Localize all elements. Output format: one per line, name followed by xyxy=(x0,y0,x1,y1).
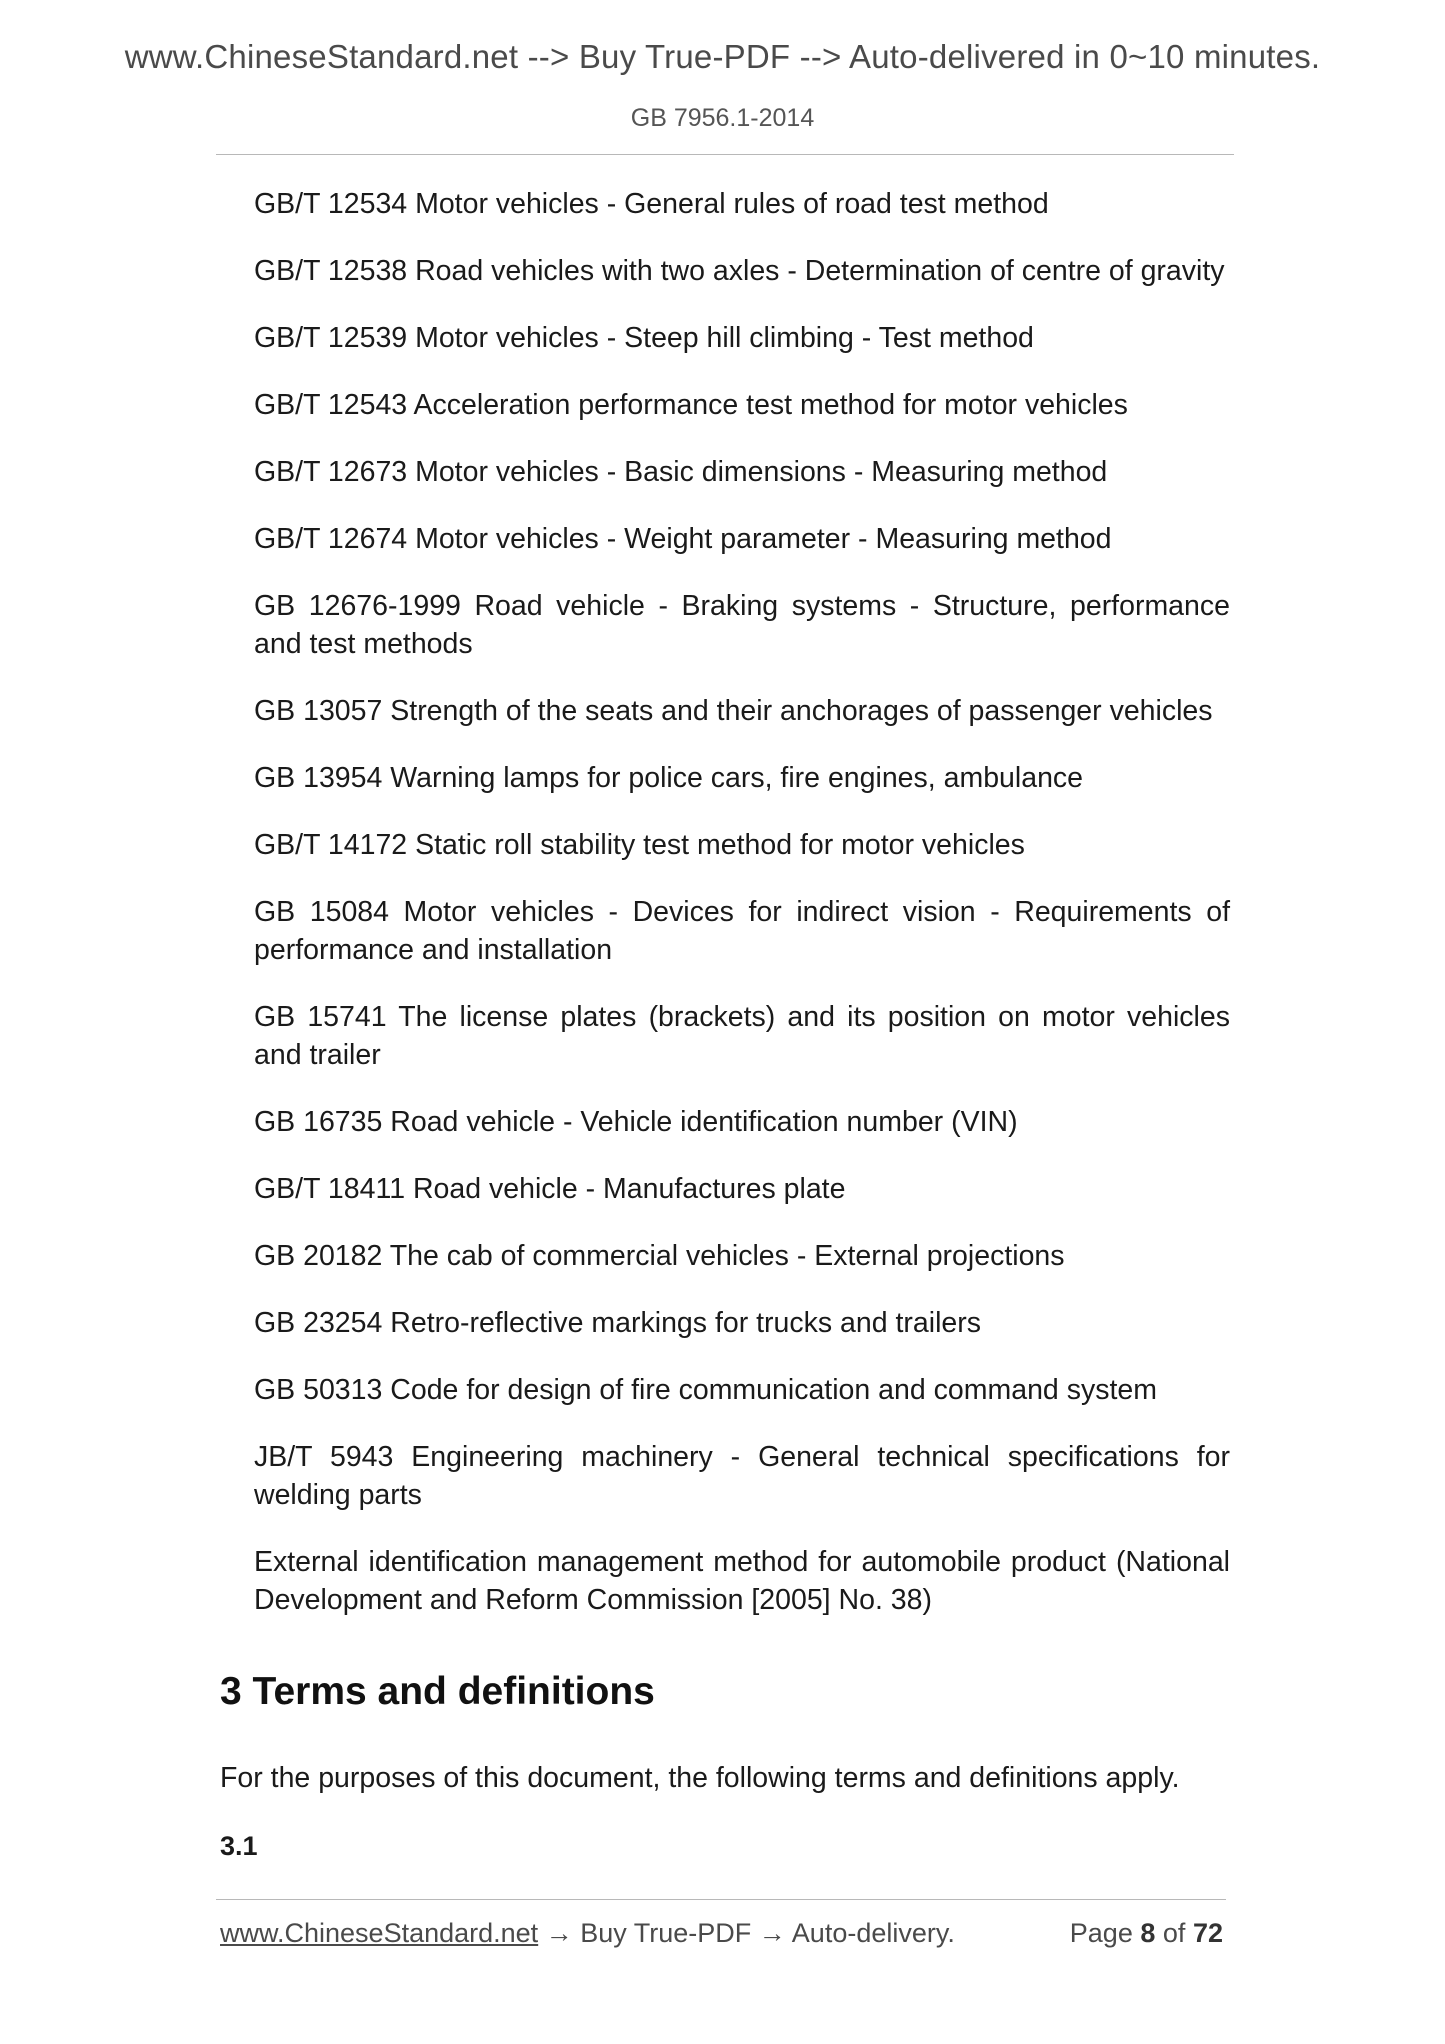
of-label: of xyxy=(1162,1918,1186,1948)
document-code: GB 7956.1-2014 xyxy=(630,104,815,132)
header-divider xyxy=(216,154,1234,155)
reference-item: GB 13954 Warning lamps for police cars, fire engines, ambulance xyxy=(254,762,1084,794)
reference-item: GB/T 12673 Motor vehicles - Basic dimensions - Measuring method xyxy=(254,456,1108,488)
reference-item: GB/T 12534 Motor vehicles - General rules of road test method xyxy=(254,188,1049,220)
footer-site-link[interactable]: www.ChineseStandard.net xyxy=(220,1918,539,1948)
footer-buy-text: Buy True-PDF xyxy=(580,1918,752,1948)
section-heading: 3 Terms and definitions xyxy=(220,1670,655,1713)
footer-links xyxy=(220,1918,955,1949)
top-banner: www.ChineseStandard.net --> Buy True-PDF --> Auto-delivered in 0~10 minutes. xyxy=(124,38,1321,75)
reference-item: GB 15741 The license plates (brackets) and its position on motor vehicles and trailer xyxy=(254,1001,1230,1071)
reference-item: GB/T 18411 Road vehicle - Manufactures plate xyxy=(254,1173,846,1205)
arrow-right-icon: → xyxy=(758,1918,786,1948)
reference-item: GB 16735 Road vehicle - Vehicle identification number (VIN) xyxy=(254,1106,1018,1138)
reference-item: GB 12676-1999 Road vehicle - Braking systems - Structure, performance and test methods xyxy=(254,590,1230,660)
normative-references-list xyxy=(254,185,1230,1648)
reference-item: GB 13057 Strength of the seats and their anchorages of passenger vehicles xyxy=(254,695,1213,727)
reference-item: GB/T 12538 Road vehicles with two axles - Determination of centre of gravity xyxy=(254,255,1225,287)
reference-item: GB 15084 Motor vehicles - Devices for indirect vision - Requirements of performance and installation xyxy=(254,896,1230,966)
reference-item: GB 23254 Retro-reflective markings for trucks and trailers xyxy=(254,1307,982,1339)
footer-delivery-text: Auto-delivery. xyxy=(791,1918,955,1948)
current-page-number: 8 xyxy=(1140,1918,1156,1948)
footer-divider xyxy=(216,1899,1226,1900)
total-pages-number: 72 xyxy=(1192,1918,1223,1948)
arrow-right-icon: → xyxy=(545,1918,573,1948)
reference-item: GB/T 12539 Motor vehicles - Steep hill climbing - Test method xyxy=(254,322,1034,354)
reference-item: GB 20182 The cab of commercial vehicles - External projections xyxy=(254,1240,1065,1272)
reference-item: GB 50313 Code for design of fire communication and command system xyxy=(254,1374,1157,1406)
reference-item: GB/T 14172 Static roll stability test method for motor vehicles xyxy=(254,829,1025,861)
reference-item: GB/T 12674 Motor vehicles - Weight parameter - Measuring method xyxy=(254,523,1112,555)
clause-number: 3.1 xyxy=(220,1831,258,1861)
reference-item: JB/T 5943 Engineering machinery - General technical specifications for welding parts xyxy=(254,1441,1230,1511)
reference-item: External identification management method for automobile product (National Development and Reform Commission [2005] No. 38) xyxy=(254,1546,1230,1616)
page-indicator xyxy=(1070,1918,1223,1949)
section-intro: For the purposes of this document, the following terms and definitions apply. xyxy=(220,1762,1180,1794)
page-label: Page xyxy=(1069,1918,1133,1948)
reference-item: GB/T 12543 Acceleration performance test method for motor vehicles xyxy=(254,389,1128,421)
